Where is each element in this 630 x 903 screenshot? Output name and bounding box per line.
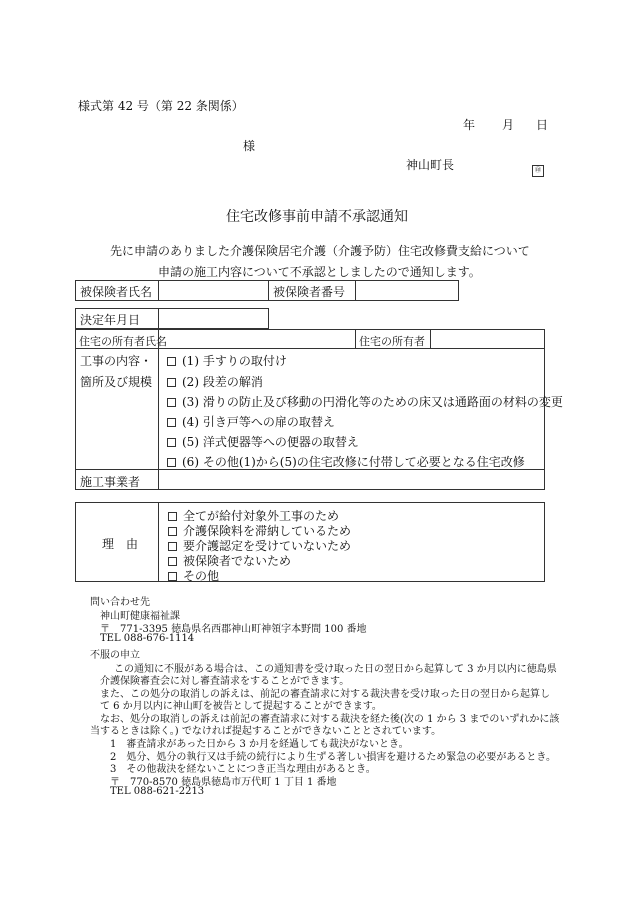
checkbox[interactable] xyxy=(168,542,177,551)
checkbox[interactable] xyxy=(168,572,177,581)
appeal-line-1: この通知に不服がある場合は、この通知書を受け取った日の翌日から起算して 3 か月以内に徳島県 xyxy=(114,664,557,675)
seal-mark: ㊞ xyxy=(532,165,544,177)
checkbox[interactable] xyxy=(168,527,177,536)
appeal-line-2: 介護保険審査会に対し審査請求をすることができます。 xyxy=(100,676,350,687)
date-year: 年 xyxy=(463,118,476,132)
contact-address: 〒 771-3395 徳島県名西郡神山町神領字本野間 100 番地 xyxy=(100,624,367,635)
reason-item-4: 被保険者でないため xyxy=(168,552,291,569)
checkbox[interactable] xyxy=(168,557,177,566)
seal-icon xyxy=(532,157,544,177)
reason-item-5: その他 xyxy=(168,567,219,584)
appeal-heading: 不服の申立 xyxy=(90,650,140,661)
contact-tel: TEL 088-676-1114 xyxy=(100,633,195,644)
insured-number-label: 被保険者番号 xyxy=(273,285,346,299)
intro-line-2: 申請の施工内容について不承認としましたので通知します。 xyxy=(158,265,481,279)
work-item-3: (3) 滑りの防止及び移動の円滑化等のための床又は通路面の材料の変更 xyxy=(167,393,563,410)
work-item-4: (4) 引き戸等への扉の取替え xyxy=(167,413,335,430)
date-day: 日 xyxy=(536,118,549,132)
checkbox[interactable] xyxy=(167,438,176,447)
checkbox[interactable] xyxy=(167,398,176,407)
work-item-5: (5) 洋式便器等への便器の取替え xyxy=(167,433,359,450)
addressee-sama: 様 xyxy=(243,139,256,153)
appeal-line-6: 当するときは除く。) でなければ提起することができないこととされています。 xyxy=(90,726,442,737)
appeal-tel: TEL 088-621-2213 xyxy=(110,786,205,797)
contact-office: 神山町健康福祉課 xyxy=(100,611,180,622)
insured-name-label: 被保険者氏名 xyxy=(80,285,153,299)
form-number: 様式第 42 号（第 22 条関係） xyxy=(78,99,244,113)
reason-item-1: 全てが給付対象外工事のため xyxy=(168,507,339,524)
checkbox[interactable] xyxy=(167,378,176,387)
appeal-line-5: なお、処分の取消しの訴えは前記の審査請求に対する裁決を経た後(次の 1 から 3 までのいずれかに該 xyxy=(100,714,560,725)
decision-date-label: 決定年月日 xyxy=(80,313,141,327)
reason-item-2: 介護保険料を滞納しているため xyxy=(168,522,351,539)
contractor-label: 施工事業者 xyxy=(80,475,141,489)
checkbox[interactable] xyxy=(167,418,176,427)
work-item-6: (6) その他(1)から(5)の住宅改修に付帯して必要となる住宅改修 xyxy=(167,453,525,470)
appeal-line-4: て 6 か月以内に神山町を被告として提起することができます。 xyxy=(100,701,382,712)
reason-item-3: 要介護認定を受けていないため xyxy=(168,537,351,554)
work-label-1: 工事の内容・ xyxy=(80,354,153,368)
work-label-2: 箇所及び規模 xyxy=(80,375,153,389)
checkbox[interactable] xyxy=(167,357,176,366)
checkbox[interactable] xyxy=(168,512,177,521)
date-month: 月 xyxy=(502,118,515,132)
appeal-condition-3: 3 その他裁決を経ないことにつき正当な理由があるとき。 xyxy=(110,764,376,775)
issuer: 神山町長 xyxy=(406,158,455,172)
owner-label: 住宅の所有者 xyxy=(359,335,425,348)
work-item-1: (1) 手すりの取付け xyxy=(167,352,287,369)
appeal-condition-2: 2 処分、処分の執行又は手続の続行により生ずる著しい損害を避けるため緊急の必要があるとき。 xyxy=(110,752,556,763)
appeal-address: 〒 770-8570 徳島県徳島市万代町 1 丁目 1 番地 xyxy=(110,777,337,788)
owner-name-label: 住宅の所有者氏名 xyxy=(79,335,167,348)
intro-line-1: 先に申請のありました介護保険居宅介護（介護予防）住宅改修費支給について xyxy=(110,244,530,258)
document-title: 住宅改修事前申請不承認通知 xyxy=(226,209,408,225)
reason-label: 理 由 xyxy=(102,537,139,551)
work-item-2: (2) 段差の解消 xyxy=(167,373,263,390)
contact-heading: 問い合わせ先 xyxy=(90,597,150,608)
checkbox[interactable] xyxy=(167,458,176,467)
appeal-line-3: また、この処分の取消しの訴えは、前記の審査請求に対する裁決書を受け取った日の翌日から起算し xyxy=(100,689,550,700)
appeal-condition-1: 1 審査請求があった日から 3 か月を経過しても裁決がないとき。 xyxy=(110,739,409,750)
